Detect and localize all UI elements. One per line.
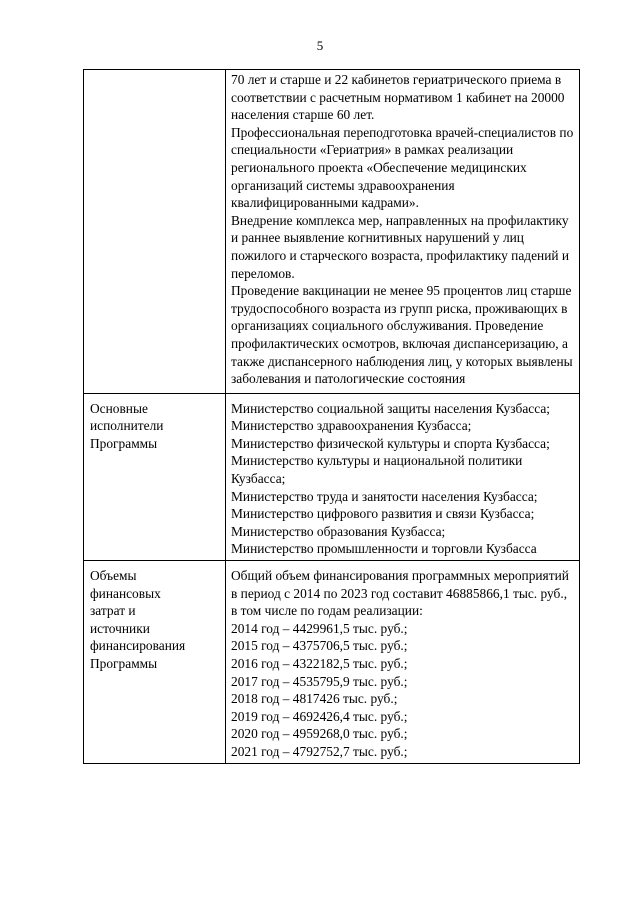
measures-paragraph-3: Внедрение комплекса мер, направленных на профилактику и раннее выявление когнитивных нарушений у лиц пожилого и старческого возраста, профилактику падений и переломов.	[231, 212, 570, 281]
financing-label-line: затрат и	[90, 603, 136, 619]
financing-text	[226, 561, 580, 764]
financing-year-item: 2017 год – 4535795,9 тыс. руб.;	[231, 673, 408, 689]
measures-paragraph-4: Проведение вакцинации не менее 95 процентов лиц старше трудоспособного возраста из групп риска, проживающих в организациях социального обслуживания. Проведение профилактических осмотров, включая диспансеризацию, а также диспансерного наблюдения лиц, у которых выявлены заболевания и патологические состояния	[231, 283, 573, 387]
financing-label-line: финансовых	[90, 585, 161, 601]
financing-label-line: источники	[90, 620, 150, 636]
table-row-financing	[84, 561, 580, 764]
table-row-measures	[84, 70, 580, 394]
table-row-executors	[84, 393, 580, 560]
executor-item: Министерство культуры и национальной политики Кузбасса;	[231, 453, 523, 487]
financing-label	[84, 561, 226, 764]
financing-year-item: 2015 год – 4375706,5 тыс. руб.;	[231, 638, 408, 654]
measures-paragraph-1: 70 лет и старше и 22 кабинетов гериатрического приема в соответствии с расчетным нормативом 1 кабинет на 20000 населения старше 60 лет.	[231, 72, 565, 123]
financing-label-line: финансирования	[90, 638, 186, 654]
executor-item: Министерство труда и занятости населения Кузбасса;	[231, 488, 538, 504]
financing-year-item: 2018 год – 4817426 тыс. руб.;	[231, 691, 398, 707]
passport-table	[83, 69, 580, 764]
executor-item: Министерство социальной защиты населения Кузбасса;	[231, 400, 551, 416]
executors-label-line: Основные	[90, 400, 148, 416]
financing-year-item: 2014 год – 4429961,5 тыс. руб.;	[231, 620, 408, 636]
executors-label	[84, 393, 226, 560]
page-number: 5	[316, 38, 324, 53]
executor-item: Министерство здравоохранения Кузбасса;	[231, 418, 472, 434]
measures-text	[226, 70, 580, 394]
financing-summary: Общий объем финансирования программных мероприятий в период с 2014 по 2023 год составит 46885866,1 тыс. руб., в том числе по годам реализации:	[231, 568, 569, 619]
financing-year-item: 2016 год – 4322182,5 тыс. руб.;	[231, 656, 408, 671]
row-label-empty	[84, 70, 226, 394]
financing-label-line: Программы	[90, 656, 158, 671]
executors-label-line: Программы	[90, 435, 158, 451]
financing-year-item: 2021 год – 4792752,7 тыс. руб.;	[231, 743, 408, 759]
financing-year-item: 2020 год – 4959268,0 тыс. руб.;	[231, 726, 408, 742]
executor-item: Министерство образования Кузбасса;	[231, 523, 446, 539]
measures-paragraph-2: Профессиональная переподготовка врачей-специалистов по специальности «Гериатрия» в рамках реализации регионального проекта «Обеспечение медицинских организаций системы здравоохранения квалифицированными кадрами».	[231, 124, 574, 211]
executor-item: Министерство физической культуры и спорта Кузбасса;	[231, 435, 550, 451]
executor-item: Министерство цифрового развития и связи Кузбасса;	[231, 506, 535, 522]
executors-label-line: исполнители	[90, 418, 164, 434]
financing-year-item: 2019 год – 4692426,4 тыс. руб.;	[231, 708, 408, 724]
financing-label-line: Объемы	[90, 568, 137, 584]
executors-list	[226, 393, 580, 560]
executor-item: Министерство промышленности и торговли Кузбасса	[231, 541, 537, 557]
